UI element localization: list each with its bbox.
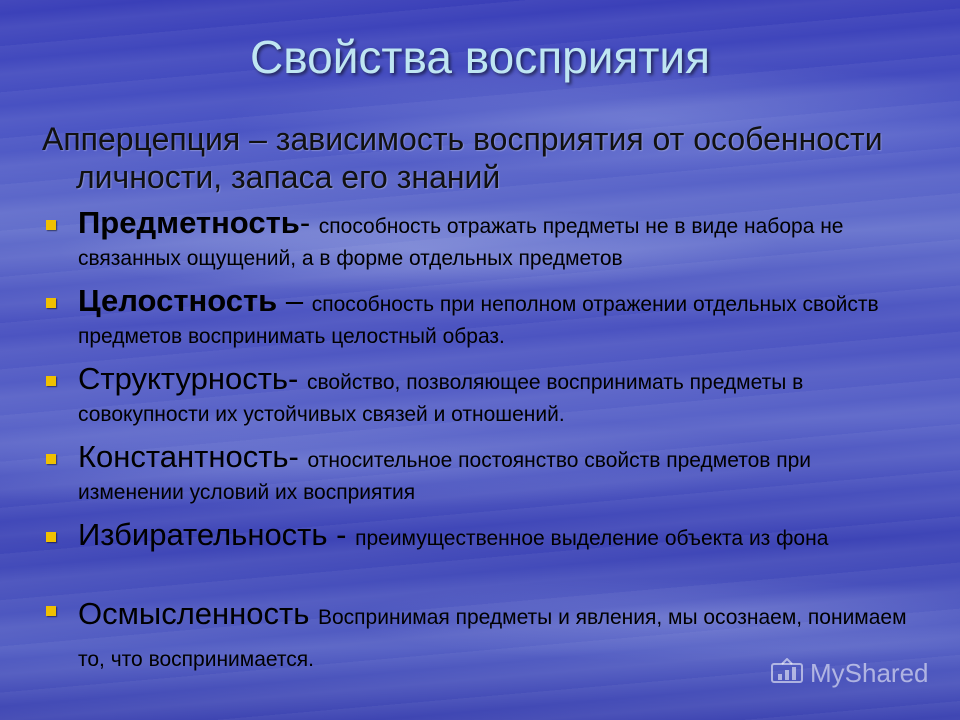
list-item (42, 205, 922, 286)
item-term: Осмысленность (78, 596, 310, 631)
slide-title: Свойства восприятия (249, 31, 711, 83)
item-definition: относительное постоянство свойств предметов при изменении условий их восприятия (78, 449, 812, 504)
item-separator: - (327, 517, 356, 552)
bullet-icon (46, 376, 56, 386)
item-separator: - (288, 439, 308, 474)
bullet-icon (46, 298, 56, 308)
item-definition: способность отражать предметы не в виде набора не связанных ощущений, а в форме отдельных предметов (78, 215, 844, 270)
item-definition: преимущественное выделение объекта из фона (355, 527, 829, 550)
item-term: Константность (78, 439, 289, 474)
item-term: Целостность (78, 283, 278, 318)
item-definition: Воспринимая предметы и явления, мы осознаем, понимаем то, что воспринимается. (78, 606, 907, 671)
item-definition: свойство, позволяющее воспринимать предметы в совокупности их устойчивых связей и отношений. (78, 371, 804, 426)
properties-list (42, 205, 922, 672)
bullet-icon (46, 606, 56, 616)
item-term: Структурность (78, 361, 289, 396)
list-item (42, 439, 922, 520)
item-term: Избирательность (78, 517, 328, 552)
intro-text: Апперцепция – зависимость восприятия от особенности личности, запаса его знаний (42, 121, 883, 195)
list-item (42, 283, 922, 364)
item-separator (309, 596, 318, 631)
item-separator: - (288, 361, 307, 396)
myshared-watermark (770, 658, 929, 688)
myshared-logo-icon (770, 658, 804, 688)
bullet-icon (46, 454, 56, 464)
bullet-icon (46, 532, 56, 542)
item-term: Предметность (78, 205, 300, 240)
watermark-text: MyShared (810, 657, 929, 688)
item-separator: - (299, 205, 319, 240)
item-separator: – (277, 283, 312, 318)
list-item (42, 517, 922, 594)
bullet-icon (46, 220, 56, 230)
list-item (42, 361, 922, 442)
item-definition: способность при неполном отражении отдельных свойств предметов воспринимать целостный образ. (78, 293, 879, 348)
